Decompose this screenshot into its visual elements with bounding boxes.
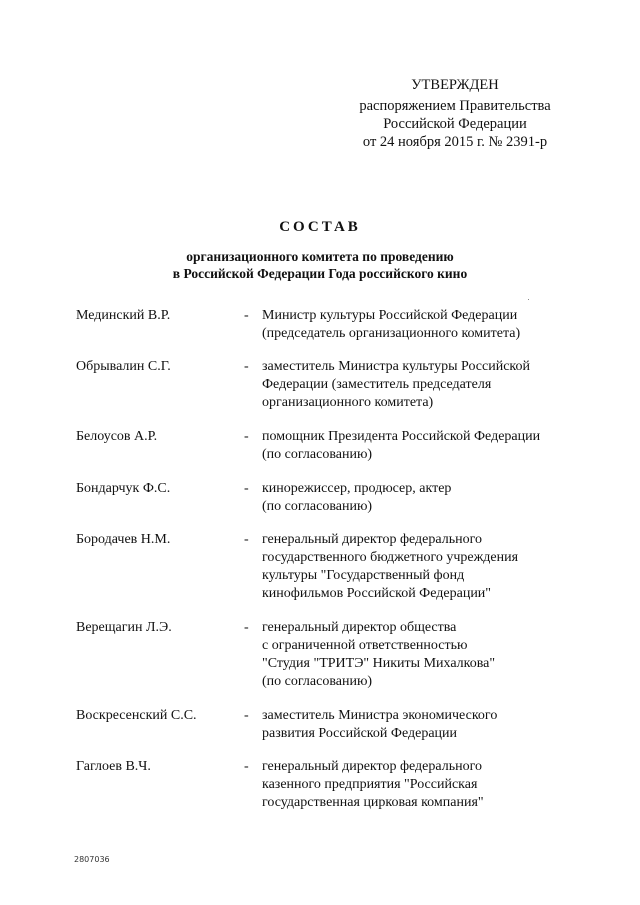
member-name: Белоусов А.Р. <box>76 429 158 444</box>
approval-title: УТВЕРЖДЕН <box>411 77 499 93</box>
role-line: организационного комитета) <box>262 395 434 410</box>
member-name: Воскресенский С.С. <box>76 708 197 723</box>
role-line: Министр культуры Российской Федерации <box>262 308 518 323</box>
member-role <box>262 707 582 743</box>
member-name: Обрывалин С.Г. <box>76 359 171 374</box>
role-line: "Студия "ТРИТЭ" Никиты Михалкова" <box>262 656 496 671</box>
member-role <box>262 619 582 691</box>
member-name: Гаглоев В.Ч. <box>76 759 151 774</box>
role-line: кинофильмов Российской Федерации" <box>262 586 492 601</box>
role-line: генеральный директор федерального <box>262 532 482 547</box>
member-role <box>262 358 582 412</box>
subtitle-line: организационного комитета по проведению <box>186 249 454 264</box>
separator-dash: - <box>244 308 249 323</box>
separator-dash: - <box>244 481 249 496</box>
document-title: СОСТАВ <box>279 219 361 235</box>
role-line: культуры "Государственный фонд <box>262 568 465 583</box>
role-line: заместитель Министра экономического <box>262 708 498 723</box>
role-line: Федерации (заместитель председателя <box>262 377 492 392</box>
member-name: Бородачев Н.М. <box>76 532 171 547</box>
role-line: казенного предприятия "Российская <box>262 777 478 792</box>
role-line: государственная цирковая компания" <box>262 795 484 810</box>
role-line: кинорежиссер, продюсер, актер <box>262 481 452 496</box>
member-role <box>262 307 582 343</box>
role-line: государственного бюджетного учреждения <box>262 550 519 565</box>
separator-dash: - <box>244 708 249 723</box>
role-line: развития Российской Федерации <box>262 726 458 741</box>
role-line: с ограниченной ответственностью <box>262 638 468 653</box>
role-line: (председатель организационного комитета) <box>262 326 521 341</box>
role-line: помощник Президента Российской Федерации <box>262 429 541 444</box>
member-role <box>262 531 582 603</box>
member-role <box>262 480 582 516</box>
separator-dash: - <box>244 620 249 635</box>
approval-date-number: от 24 ноября 2015 г. № 2391-р <box>362 134 548 150</box>
separator-dash: - <box>244 359 249 374</box>
role-line: генеральный директор федерального <box>262 759 482 774</box>
separator-dash: - <box>244 759 249 774</box>
member-role <box>262 428 582 464</box>
member-name: Верещагин Л.Э. <box>76 620 172 635</box>
member-role <box>262 758 582 812</box>
role-line: заместитель Министра культуры Российской <box>262 359 530 374</box>
role-line: (по согласованию) <box>262 447 373 462</box>
approval-line: Российской Федерации <box>383 116 527 132</box>
document-code: 2807036 <box>74 855 110 864</box>
separator-dash: - <box>244 429 249 444</box>
role-line: (по согласованию) <box>262 499 373 514</box>
member-name: Бондарчук Ф.С. <box>76 481 171 496</box>
member-name: Мединский В.Р. <box>76 308 171 323</box>
separator-dash: - <box>244 532 249 547</box>
subtitle-line: в Российской Федерации Года российского кино <box>172 266 468 281</box>
role-line: (по согласованию) <box>262 674 373 689</box>
role-line: генеральный директор общества <box>262 620 457 635</box>
approval-line: распоряжением Правительства <box>359 98 551 114</box>
